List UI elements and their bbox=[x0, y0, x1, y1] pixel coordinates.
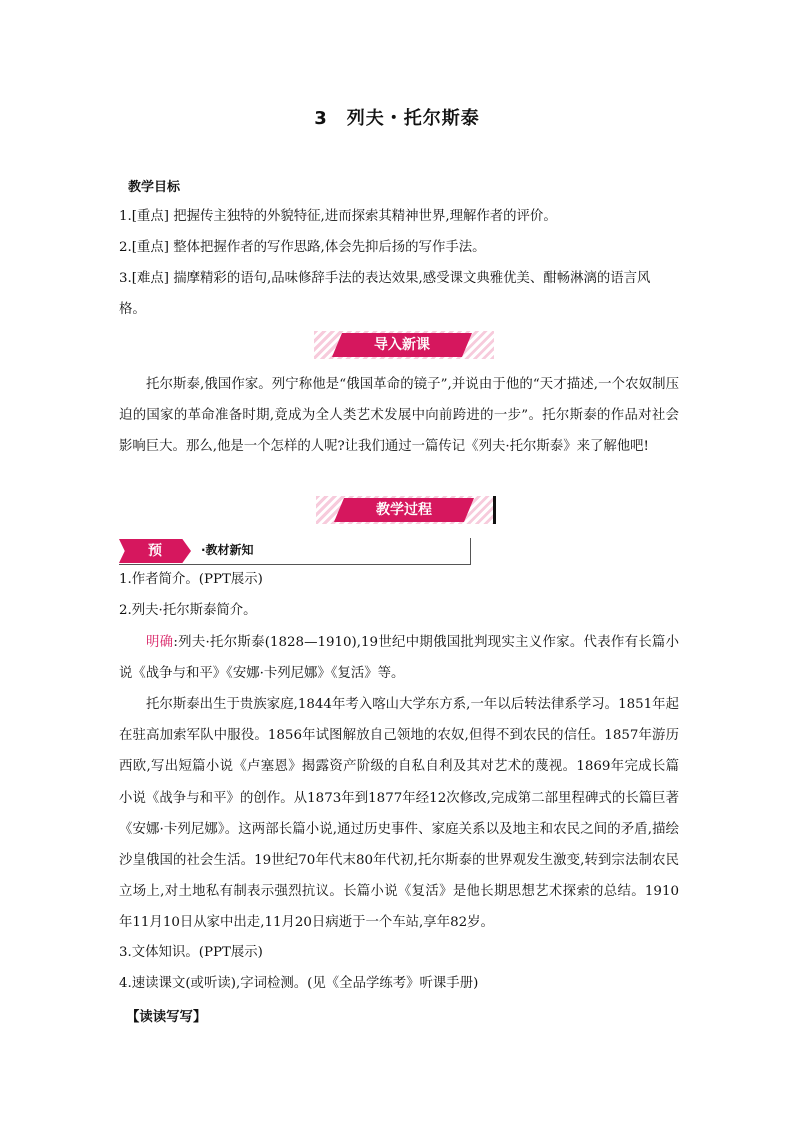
step-1: 1.作者简介。(PPT展示) bbox=[119, 572, 263, 587]
banner-intro bbox=[314, 331, 494, 359]
banner-process bbox=[316, 496, 496, 524]
mingque-label: 明确 bbox=[146, 635, 174, 650]
goal-item-3-continued: 格。 bbox=[119, 302, 146, 317]
preview-divider bbox=[470, 538, 471, 564]
intro-paragraph: 托尔斯泰,俄国作家。列宁称他是“俄国革命的镜子”,并说由于他的“天才描述,一个农奴制压迫的国家的革命准备时期,竟成为全人类艺术发展中向前跨进的一步”。托尔斯泰的作品对社会影响巨大。那么,他是一个怎样的人呢?让我们通过一篇传记《列夫·托尔斯泰》来了解他吧! bbox=[119, 377, 679, 455]
biography-paragraph: 托尔斯泰出生于贵族家庭,1844年考入喀山大学东方系,一年以后转法律系学习。1851年起在驻高加索军队中服役。1856年试图解放自己领地的农奴,但得不到农民的信任。1857年游历西欧,写出短篇小说《卢塞恩》揭露资产阶级的自私自利及其对艺术的蔑视。1869年完成长篇小说《战争与和平》的创作。从1873年到1877年经12次修改,完成第二部里程碑式的长篇巨著《安娜·卡列尼娜》。这两部长篇小说,通过历史事件、家庭关系以及地主和农民之间的矛盾,描绘沙皇俄国的社会生活。19世纪70年代末80年代初,托尔斯泰的世界观发生激变,转到宗法制农民立场上,对土地私有制表示强烈抗议。长篇小说《复活》是他长期思想艺术探索的总结。1910年11月10日从家中出走,11月20日病逝于一个车站,享年82岁。 bbox=[119, 697, 679, 931]
teaching-goals-heading: 教学目标 bbox=[128, 180, 181, 195]
goal-item-3: 3.[难点] 揣摩精彩的语句,品味修辞手法的表达效果,感受课文典雅优美、酣畅淋漓的语言风 bbox=[119, 271, 651, 286]
step-4: 4.速读课文(或听读),字词检测。(见《全品学练考》听课手册) bbox=[119, 976, 479, 991]
mingque-paragraph bbox=[119, 627, 679, 689]
banner-intro-label: 导入新课 bbox=[374, 337, 430, 353]
preview-badge-label: 预 bbox=[148, 543, 162, 559]
preview-section-label: ·教材新知 bbox=[201, 543, 254, 557]
section-bracket-heading: 【读读写写】 bbox=[126, 1010, 207, 1025]
mingque-text: :列夫·托尔斯泰(1828—1910),19世纪中期俄国批判现实主义作家。代表作有长篇小说《战争与和平》《安娜·卡列尼娜》《复活》等。 bbox=[119, 635, 679, 682]
step-2: 2.列夫·托尔斯泰简介。 bbox=[119, 603, 257, 618]
banner-process-label: 教学过程 bbox=[376, 502, 432, 518]
banner-edge bbox=[493, 496, 496, 524]
goal-item-2: 2.[重点] 整体把握作者的写作思路,体会先抑后扬的写作手法。 bbox=[119, 240, 486, 255]
preview-section-bar bbox=[119, 538, 471, 565]
goal-item-1: 1.[重点] 把握传主独特的外貌特征,进而探索其精神世界,理解作者的评价。 bbox=[119, 209, 557, 224]
step-3: 3.文体知识。(PPT展示) bbox=[119, 945, 263, 960]
page-title: 3 列夫・托尔斯泰 bbox=[314, 108, 480, 129]
